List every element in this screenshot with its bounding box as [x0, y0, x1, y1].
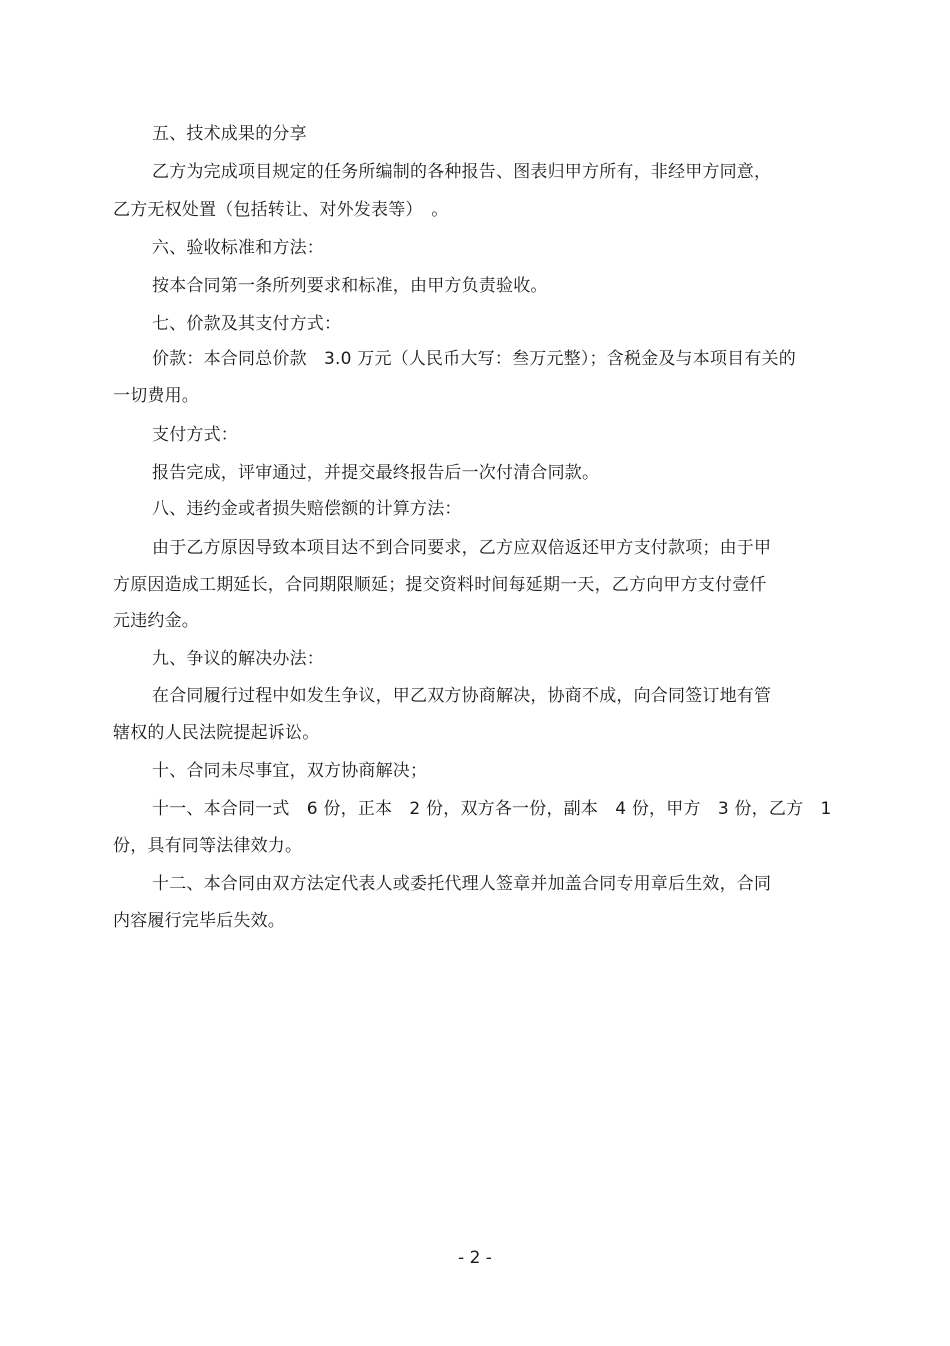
section-6-heading: 六、验收标准和方法：	[152, 238, 324, 258]
section-7-heading: 七、价款及其支付方式：	[152, 314, 342, 334]
section-9-text-line-2: 辖权的人民法院提起诉讼。	[113, 723, 320, 743]
section-8-text-line-3: 元违约金。	[113, 611, 199, 631]
section-11-text-line-2: 份，具有同等法律效力。	[113, 836, 303, 856]
section-7-price-line-2: 一切费用。	[113, 386, 199, 406]
section-10-text: 十、合同未尽事宜，双方协商解决；	[152, 761, 428, 781]
section-5-heading: 五、技术成果的分享	[152, 124, 307, 144]
section-8-text-line-1: 由于乙方原因导致本项目达不到合同要求，乙方应双倍返还甲方支付款项；由于甲	[152, 538, 772, 558]
section-8-text-line-2: 方原因造成工期延长，合同期限顺延；提交资料时间每延期一天，乙方向甲方支付壹仟	[113, 575, 767, 595]
section-5-text-line-2: 乙方无权处置（包括转让、对外发表等） 。	[113, 200, 449, 220]
section-9-heading: 九、争议的解决办法：	[152, 649, 324, 669]
section-7-payment-text: 报告完成，评审通过，并提交最终报告后一次付清合同款。	[152, 463, 600, 483]
section-9-text-line-1: 在合同履行过程中如发生争议，甲乙双方协商解决，协商不成，向合同签订地有管	[152, 686, 772, 706]
section-7-payment-label: 支付方式：	[152, 425, 238, 445]
section-8-heading: 八、违约金或者损失赔偿额的计算方法：	[152, 499, 462, 519]
section-11-text-line-1: 十一、本合同一式 6 份，正本 2 份，双方各一份，副本 4 份，甲方 3 份，乙方 1	[152, 799, 832, 819]
section-7-price-line-1: 价款：本合同总价款 3.0 万元（人民币大写：叁万元整）；含税金及与本项目有关的	[152, 349, 796, 369]
section-6-text: 按本合同第一条所列要求和标准，由甲方负责验收。	[152, 276, 548, 296]
section-12-text-line-1: 十二、本合同由双方法定代表人或委托代理人签章并加盖合同专用章后生效，合同	[152, 874, 772, 894]
section-12-text-line-2: 内容履行完毕后失效。	[113, 911, 285, 931]
section-5-text-line-1: 乙方为完成项目规定的任务所编制的各种报告、图表归甲方所有，非经甲方同意，	[152, 162, 772, 182]
page-number: - 2 -	[458, 1248, 492, 1268]
